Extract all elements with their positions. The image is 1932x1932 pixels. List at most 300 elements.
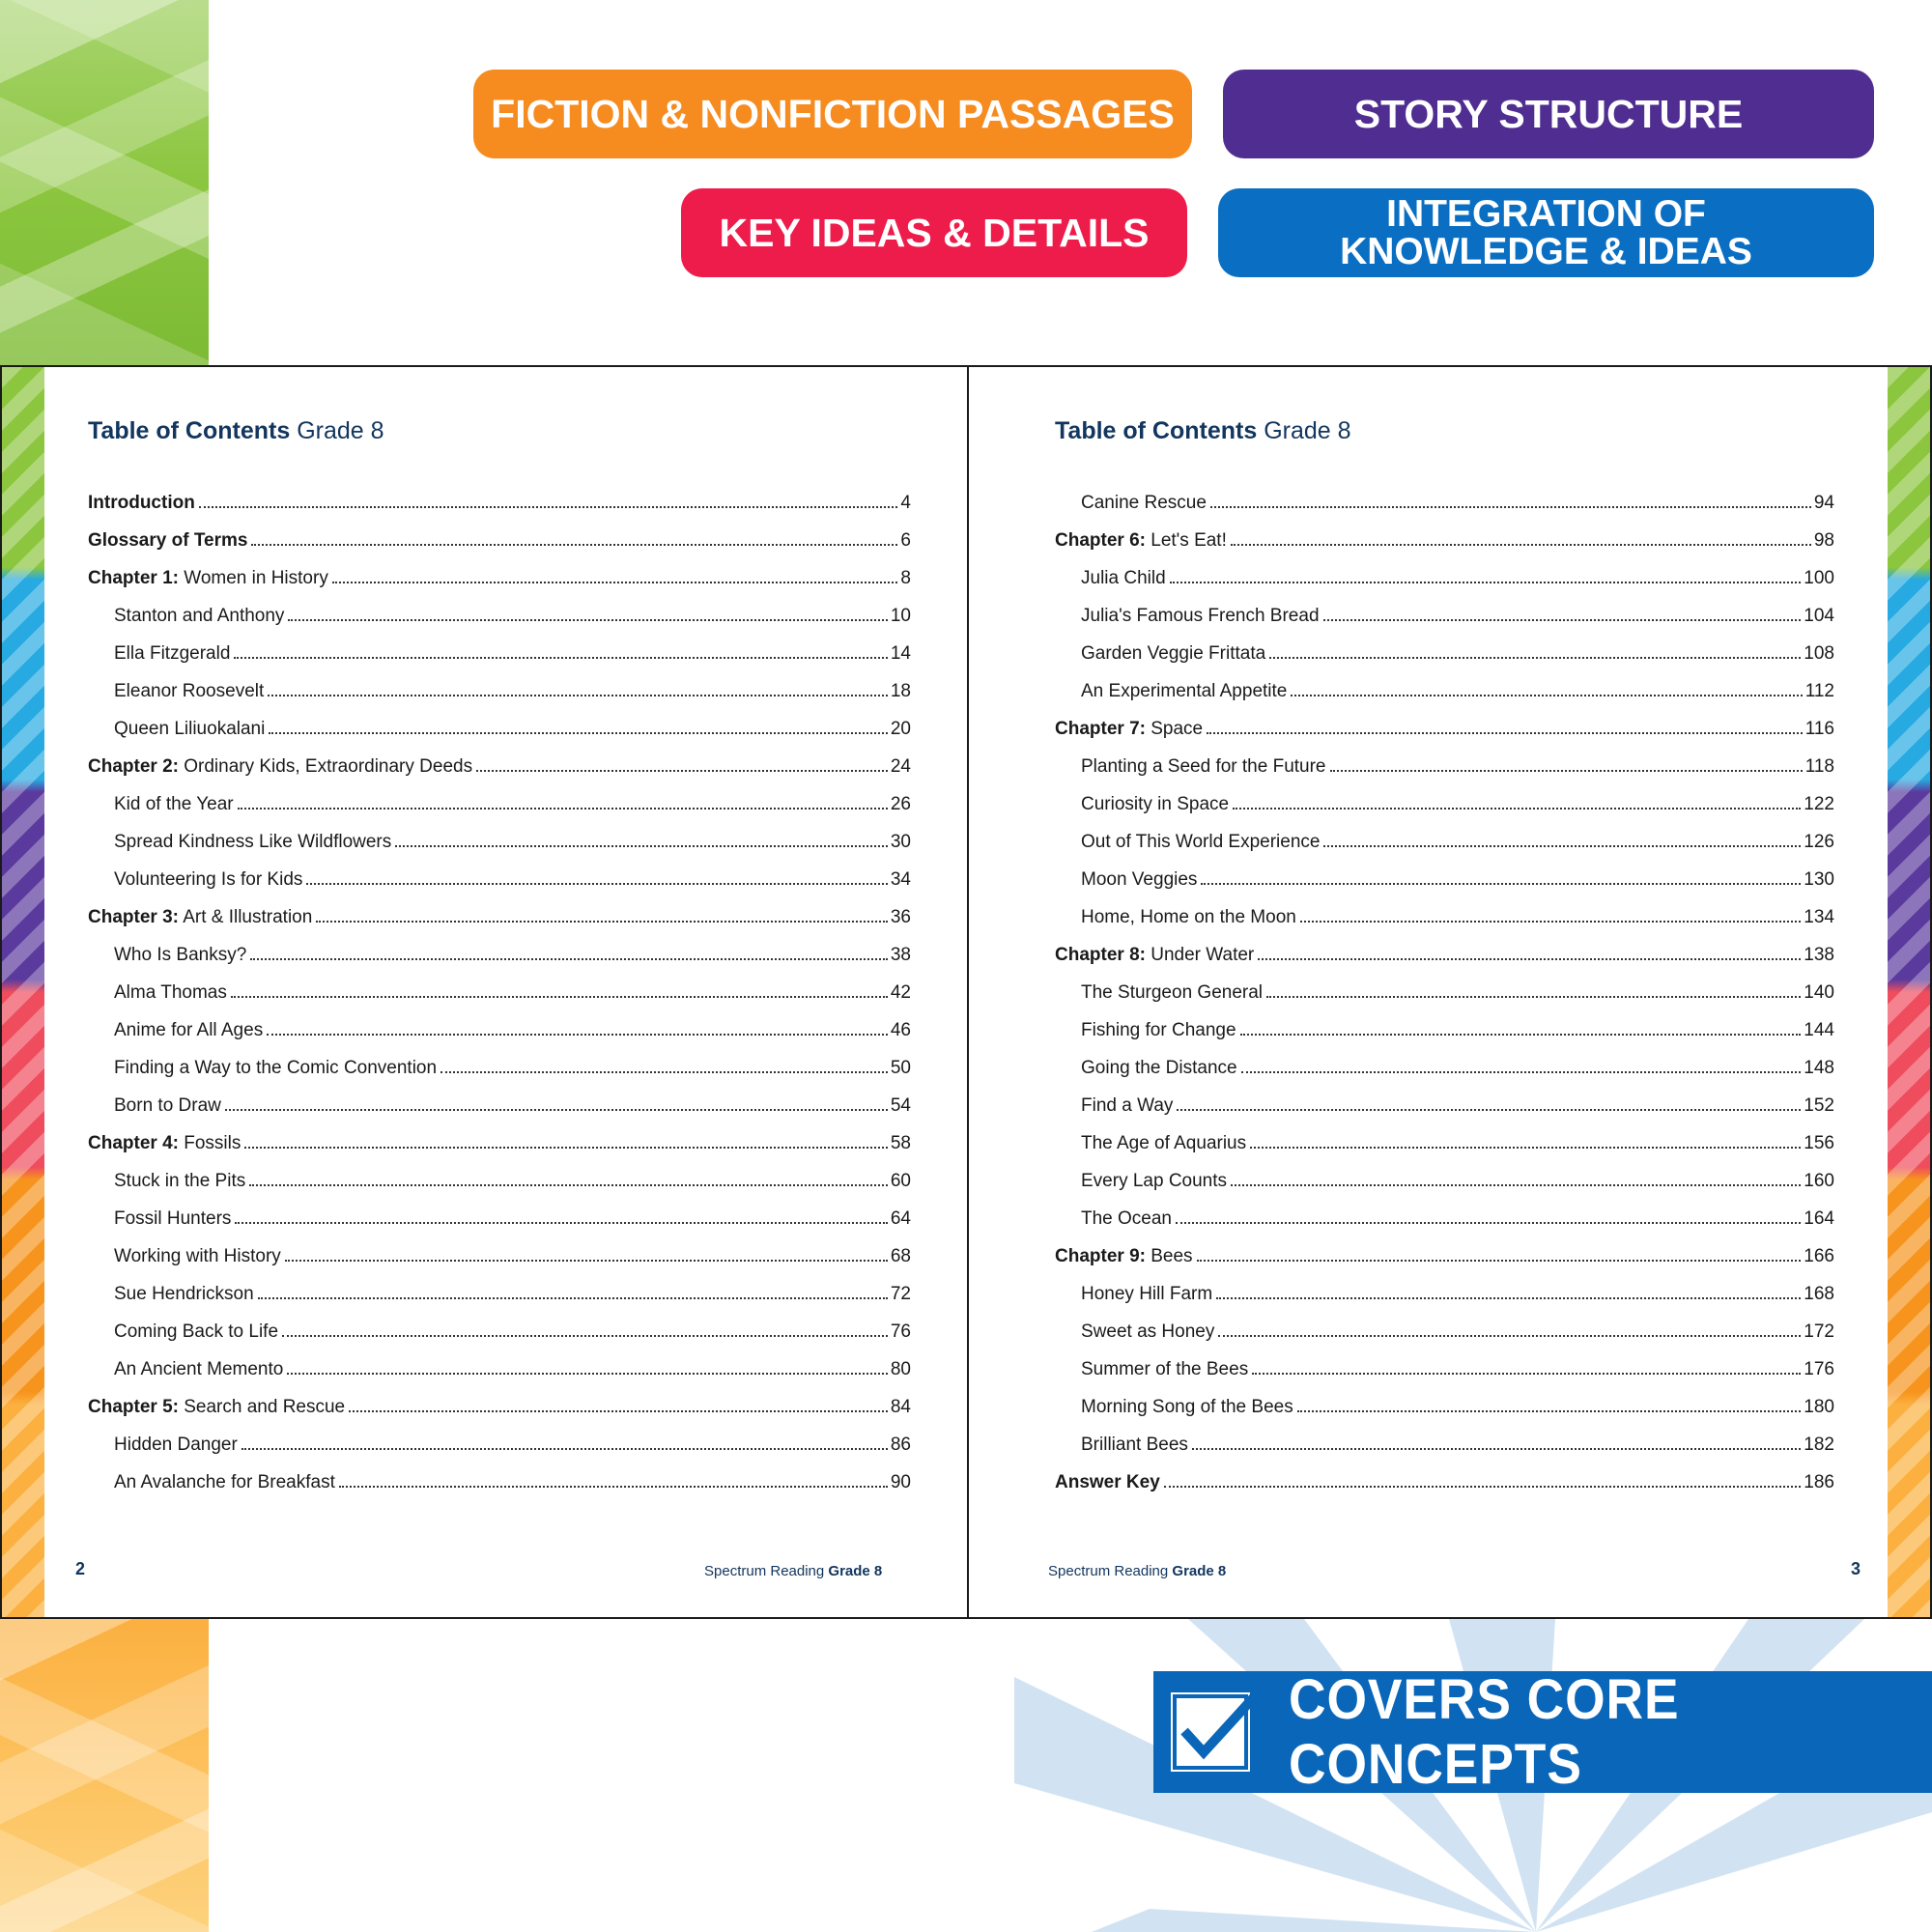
toc-page-number: 4	[900, 493, 911, 513]
toc-entry	[1055, 1397, 1834, 1435]
dot-leader	[349, 1409, 888, 1412]
toc-entry-label	[114, 1020, 263, 1041]
toc-page-number: 42	[890, 982, 911, 1003]
toc-page-number: 104	[1804, 606, 1834, 626]
dot-leader	[1231, 1183, 1801, 1186]
toc-entry-label	[114, 681, 264, 702]
toc-entry-label	[114, 1208, 231, 1230]
toc-entry-label	[114, 832, 391, 853]
toc-entry-label	[1081, 1208, 1172, 1230]
toc-page-number: 38	[890, 945, 911, 965]
toc-entry-title: Volunteering Is for Kids	[114, 869, 303, 890]
toc-page-number: 26	[890, 794, 911, 814]
toc-entry-title: Queen Liliuokalani	[114, 719, 266, 739]
toc-entry-bold: Chapter 9:	[1055, 1246, 1146, 1266]
toc-entry	[1055, 568, 1834, 606]
toc-page-number: 94	[1813, 493, 1834, 513]
page-footer	[1048, 1563, 1226, 1579]
toc-entry-bold: Chapter 1:	[88, 568, 179, 588]
dot-leader	[1176, 1221, 1801, 1224]
toc-chapter-entry	[88, 530, 911, 568]
toc-entry-label	[1055, 719, 1203, 740]
dot-leader	[231, 995, 888, 998]
dot-leader	[267, 1033, 888, 1036]
toc-entry-title: Fossil Hunters	[114, 1208, 232, 1229]
dot-leader	[1192, 1447, 1801, 1450]
left-page	[44, 367, 967, 1617]
toc-entry	[1055, 794, 1834, 832]
toc-entry-label	[114, 606, 284, 627]
toc-entry-label	[1081, 869, 1197, 891]
toc-entry-bold: Chapter 4:	[88, 1133, 179, 1153]
toc-entry-label	[114, 1058, 437, 1079]
toc-page-number: 126	[1804, 832, 1834, 852]
dot-leader	[258, 1296, 888, 1299]
toc-entry	[88, 832, 911, 869]
dot-leader	[1330, 769, 1803, 772]
toc-entry-label	[1081, 832, 1320, 853]
toc-entry-label	[1081, 907, 1296, 928]
toc-page-number: 98	[1813, 530, 1834, 551]
toc-entry-title: An Experimental Appetite	[1081, 681, 1288, 701]
toc-entry-title: Julia Child	[1081, 568, 1166, 588]
toc-entry-bold: Chapter 2:	[88, 756, 179, 777]
toc-entry-title: Women in History	[178, 568, 328, 588]
toc-entry-label	[88, 1397, 345, 1418]
toc-entry-label	[114, 1472, 335, 1493]
toc-entry	[88, 1284, 911, 1321]
dot-leader	[1258, 957, 1801, 960]
toc-entry-title: Bees	[1145, 1246, 1193, 1266]
decorative-green-strip	[0, 0, 209, 365]
toc-page-number: 8	[900, 568, 911, 588]
toc-entry-label	[88, 1133, 241, 1154]
dot-leader	[1323, 618, 1802, 621]
toc-entry-label	[1081, 643, 1265, 665]
toc-page-number: 134	[1804, 907, 1834, 927]
toc-entry	[1055, 982, 1834, 1020]
toc-page-number: 72	[890, 1284, 911, 1304]
toc-chapter-entry	[88, 756, 911, 794]
toc-entry-title: Stanton and Anthony	[114, 606, 285, 626]
toc-entry	[1055, 1095, 1834, 1133]
pill-integration-line2: KNOWLEDGE & IDEAS	[1340, 231, 1752, 272]
toc-page-number: 30	[890, 832, 911, 852]
dot-leader	[250, 957, 888, 960]
toc-entry-title: The Ocean	[1081, 1208, 1172, 1229]
toc-chapter-entry	[88, 493, 911, 530]
decorative-orange-strip	[0, 1619, 209, 1932]
toc-page-number: 140	[1804, 982, 1834, 1003]
toc-entry-bold: Chapter 5:	[88, 1397, 179, 1417]
toc-page-number: 138	[1804, 945, 1834, 965]
toc-entry-title: Eleanor Roosevelt	[114, 681, 265, 701]
toc-entry	[1055, 493, 1834, 530]
toc-entry-label	[114, 1095, 221, 1117]
toc-entry-title: Born to Draw	[114, 1095, 221, 1116]
toc-entry-title: Moon Veggies	[1081, 869, 1198, 890]
rainbow-edge-right	[1888, 367, 1930, 1617]
toc-entry-title: An Avalanche for Breakfast	[114, 1472, 335, 1492]
dot-leader	[332, 581, 898, 583]
toc-entry-label	[1081, 1435, 1188, 1456]
toc-entry-label	[1081, 756, 1326, 778]
toc-entry-label	[114, 1359, 283, 1380]
toc-entry	[1055, 1171, 1834, 1208]
toc-entry	[1055, 756, 1834, 794]
toc-page-number: 166	[1804, 1246, 1834, 1266]
toc-page-number: 84	[890, 1397, 911, 1417]
toc-entry-bold: Chapter 8:	[1055, 945, 1146, 965]
toc-heading-bold: Table of Contents	[1055, 417, 1258, 444]
toc-entry-title: An Ancient Memento	[114, 1359, 284, 1379]
dot-leader	[395, 844, 888, 847]
dot-leader	[1231, 543, 1811, 546]
toc-page-number: 148	[1804, 1058, 1834, 1078]
footer-series: Spectrum Reading	[1048, 1563, 1173, 1579]
dot-leader	[476, 769, 888, 772]
toc-page-number: 118	[1804, 756, 1834, 777]
toc-entry	[88, 606, 911, 643]
toc-entry	[1055, 832, 1834, 869]
toc-list-left	[88, 493, 911, 1510]
toc-entry	[1055, 869, 1834, 907]
right-page	[969, 367, 1890, 1617]
toc-entry-title: Ella Fitzgerald	[114, 643, 231, 664]
toc-chapter-entry	[1055, 1472, 1834, 1510]
toc-entry	[88, 643, 911, 681]
toc-entry	[1055, 1284, 1834, 1321]
toc-page-number: 116	[1804, 719, 1834, 739]
open-book-spread	[0, 365, 1932, 1619]
toc-entry-title: Brilliant Bees	[1081, 1435, 1188, 1455]
toc-entry	[88, 945, 911, 982]
toc-entry	[88, 982, 911, 1020]
toc-entry	[88, 1321, 911, 1359]
dot-leader	[1216, 1296, 1801, 1299]
toc-heading-grade: Grade 8	[1264, 417, 1351, 444]
toc-entry-title: Ordinary Kids, Extraordinary Deeds	[178, 756, 473, 777]
toc-entry-title: Kid of the Year	[114, 794, 234, 814]
toc-entry	[88, 794, 911, 832]
dot-leader	[1207, 731, 1803, 734]
toc-page-number: 76	[890, 1321, 911, 1342]
toc-heading-grade: Grade 8	[297, 417, 384, 444]
toc-entry-label	[114, 1284, 254, 1305]
toc-entry	[1055, 606, 1834, 643]
toc-entry-title: The Age of Aquarius	[1081, 1133, 1247, 1153]
toc-entry-label	[114, 982, 227, 1004]
toc-page-number: 86	[890, 1435, 911, 1455]
dot-leader	[306, 882, 887, 885]
toc-entry-label	[88, 568, 328, 589]
toc-entry-label	[88, 530, 247, 552]
toc-entry-title: Space	[1145, 719, 1204, 739]
dot-leader	[269, 731, 888, 734]
dot-leader	[1252, 1372, 1801, 1375]
toc-entry-title: Going the Distance	[1081, 1058, 1237, 1078]
dot-leader	[238, 807, 888, 810]
toc-page-number: 90	[890, 1472, 911, 1492]
banner-text: COVERS CORE CONCEPTS	[1289, 1668, 1680, 1796]
page-number: 2	[75, 1559, 86, 1578]
toc-entry	[88, 1359, 911, 1397]
toc-entry-title: Fishing for Change	[1081, 1020, 1236, 1040]
toc-entry-title: Curiosity in Space	[1081, 794, 1230, 814]
toc-entry-title: Spread Kindness Like Wildflowers	[114, 832, 392, 852]
toc-page-number: 164	[1804, 1208, 1834, 1229]
toc-entry-title: Julia's Famous French Bread	[1081, 606, 1320, 626]
toc-entry-title: Find a Way	[1081, 1095, 1174, 1116]
toc-entry-label	[114, 1171, 245, 1192]
toc-entry	[88, 1435, 911, 1472]
toc-page-number: 6	[900, 530, 911, 551]
toc-page-number: 10	[890, 606, 911, 626]
toc-list-right	[1055, 493, 1834, 1510]
toc-page-number: 122	[1804, 794, 1834, 814]
toc-entry-label	[88, 493, 195, 514]
toc-chapter-entry	[1055, 719, 1834, 756]
toc-entry	[1055, 1359, 1834, 1397]
toc-entry	[88, 1020, 911, 1058]
dot-leader	[1241, 1070, 1802, 1073]
toc-entry	[1055, 643, 1834, 681]
toc-entry-title: Who Is Banksy?	[114, 945, 247, 965]
dot-leader	[1300, 920, 1801, 923]
toc-page-number: 34	[890, 869, 911, 890]
toc-page-number: 152	[1804, 1095, 1834, 1116]
toc-chapter-entry	[88, 1397, 911, 1435]
toc-entry-title: Garden Veggie Frittata	[1081, 643, 1266, 664]
dot-leader	[339, 1485, 888, 1488]
toc-chapter-entry	[1055, 1246, 1834, 1284]
toc-entry-title: The Sturgeon General	[1081, 982, 1264, 1003]
toc-entry-label	[1081, 1284, 1212, 1305]
dot-leader	[285, 1259, 888, 1262]
toc-entry-title: Search and Rescue	[178, 1397, 346, 1417]
pill-key-ideas: KEY IDEAS & DETAILS	[681, 188, 1187, 277]
covers-core-concepts-banner	[1153, 1668, 1932, 1796]
toc-entry-label	[88, 907, 312, 928]
toc-entry-label	[1055, 1472, 1160, 1493]
toc-page-number: 168	[1804, 1284, 1834, 1304]
toc-chapter-entry	[88, 1133, 911, 1171]
toc-entry	[88, 719, 911, 756]
toc-entry-title: Honey Hill Farm	[1081, 1284, 1213, 1304]
dot-leader	[1269, 656, 1801, 659]
toc-entry-bold: Introduction	[88, 493, 195, 513]
toc-entry-title: Sweet as Honey	[1081, 1321, 1215, 1342]
toc-entry-label	[1055, 1246, 1193, 1267]
toc-entry-label	[1081, 1058, 1237, 1079]
toc-chapter-entry	[1055, 530, 1834, 568]
dot-leader	[1233, 807, 1801, 810]
toc-chapter-entry	[88, 907, 911, 945]
toc-entry	[88, 681, 911, 719]
toc-entry-title: Stuck in the Pits	[114, 1171, 246, 1191]
toc-entry-bold: Chapter 6:	[1055, 530, 1146, 551]
page-number: 3	[1851, 1559, 1861, 1578]
toc-entry	[1055, 1321, 1834, 1359]
toc-entry	[88, 1095, 911, 1133]
toc-entry-label	[114, 1246, 281, 1267]
toc-entry-title: Sue Hendrickson	[114, 1284, 254, 1304]
dot-leader	[1291, 694, 1802, 696]
toc-chapter-entry	[1055, 945, 1834, 982]
toc-entry	[1055, 1020, 1834, 1058]
toc-page-number: 182	[1804, 1435, 1834, 1455]
checkmark-icon	[1171, 1692, 1250, 1772]
dot-leader	[234, 656, 887, 659]
dot-leader	[1240, 1033, 1802, 1036]
toc-entry-label	[1081, 1133, 1246, 1154]
toc-entry-label	[114, 869, 302, 891]
toc-entry-title: Anime for All Ages	[114, 1020, 264, 1040]
footer-grade: Grade 8	[828, 1563, 883, 1579]
toc-page-number: 24	[890, 756, 911, 777]
toc-entry	[88, 1171, 911, 1208]
toc-page-number: 156	[1804, 1133, 1834, 1153]
dot-leader	[1197, 1259, 1802, 1262]
footer-series: Spectrum Reading	[704, 1563, 829, 1579]
toc-page-number: 50	[890, 1058, 911, 1078]
toc-entry-label	[114, 1321, 278, 1343]
toc-entry	[1055, 907, 1834, 945]
toc-page-number: 160	[1804, 1171, 1834, 1191]
toc-entry-title: Under Water	[1145, 945, 1255, 965]
toc-page-number: 186	[1804, 1472, 1834, 1492]
toc-entry	[88, 869, 911, 907]
toc-entry-label	[1081, 1020, 1236, 1041]
dot-leader	[1323, 844, 1801, 847]
toc-entry-title: Planting a Seed for the Future	[1081, 756, 1326, 777]
toc-entry-label	[88, 756, 472, 778]
dot-leader	[288, 618, 887, 621]
footer-grade: Grade 8	[1172, 1563, 1227, 1579]
toc-page-number: 80	[890, 1359, 911, 1379]
toc-entry-title: Summer of the Bees	[1081, 1359, 1249, 1379]
toc-entry-title: Fossils	[178, 1133, 242, 1153]
toc-entry	[1055, 1208, 1834, 1246]
dot-leader	[1250, 1146, 1801, 1149]
toc-page-number: 18	[890, 681, 911, 701]
toc-entry-title: Finding a Way to the Comic Convention	[114, 1058, 438, 1078]
dot-leader	[1297, 1409, 1802, 1412]
toc-entry-label	[1081, 1095, 1173, 1117]
toc-entry-label	[1081, 1321, 1214, 1343]
dot-leader	[249, 1183, 888, 1186]
dot-leader	[1210, 505, 1811, 508]
dot-leader	[244, 1146, 887, 1149]
toc-entry-label	[1081, 982, 1263, 1004]
toc-heading-left	[88, 417, 384, 445]
toc-entry-title: Alma Thomas	[114, 982, 227, 1003]
toc-entry-title: Home, Home on the Moon	[1081, 907, 1296, 927]
pill-integration-line1: INTEGRATION OF	[1386, 193, 1706, 235]
dot-leader	[287, 1372, 888, 1375]
toc-entry-label	[1081, 493, 1207, 514]
toc-entry-title: Every Lap Counts	[1081, 1171, 1228, 1191]
dot-leader	[1218, 1334, 1801, 1337]
toc-entry-title: Hidden Danger	[114, 1435, 238, 1455]
toc-page-number: 20	[890, 719, 911, 739]
dot-leader	[282, 1334, 888, 1337]
toc-page-number: 180	[1804, 1397, 1834, 1417]
toc-entry-label	[1081, 794, 1229, 815]
toc-entry-title: Coming Back to Life	[114, 1321, 279, 1342]
toc-page-number: 58	[890, 1133, 911, 1153]
rainbow-edge-left	[2, 367, 44, 1617]
toc-entry-label	[1055, 945, 1254, 966]
toc-chapter-entry	[88, 568, 911, 606]
dot-leader	[242, 1447, 888, 1450]
dot-leader	[1170, 581, 1802, 583]
toc-entry-title: Canine Rescue	[1081, 493, 1207, 513]
toc-page-number: 130	[1804, 869, 1834, 890]
toc-page-number: 144	[1804, 1020, 1834, 1040]
toc-entry	[88, 1246, 911, 1284]
toc-entry-label	[1081, 606, 1320, 627]
pill-integration	[1218, 188, 1874, 277]
dot-leader	[1266, 995, 1801, 998]
toc-page-number: 172	[1804, 1321, 1834, 1342]
dot-leader	[268, 694, 888, 696]
toc-entry-bold: Chapter 7:	[1055, 719, 1146, 739]
toc-entry-title: Out of This World Experience	[1081, 832, 1321, 852]
toc-entry	[1055, 1133, 1834, 1171]
toc-entry-label	[114, 794, 234, 815]
toc-entry-label	[1081, 1359, 1248, 1380]
toc-entry-bold: Answer Key	[1055, 1472, 1160, 1492]
toc-page-number: 46	[890, 1020, 911, 1040]
toc-entry	[1055, 681, 1834, 719]
toc-page-number: 100	[1804, 568, 1834, 588]
pill-story-structure: STORY STRUCTURE	[1223, 70, 1874, 158]
toc-entry-title: Working with History	[114, 1246, 281, 1266]
dot-leader	[199, 505, 898, 508]
toc-entry	[88, 1472, 911, 1510]
dot-leader	[1201, 882, 1801, 885]
toc-heading-bold: Table of Contents	[88, 417, 291, 444]
toc-entry-title: Let's Eat!	[1145, 530, 1227, 551]
toc-page-number: 108	[1804, 643, 1834, 664]
toc-entry	[88, 1058, 911, 1095]
toc-page-number: 60	[890, 1171, 911, 1191]
dot-leader	[1177, 1108, 1801, 1111]
dot-leader	[235, 1221, 887, 1224]
toc-entry-title: Morning Song of the Bees	[1081, 1397, 1293, 1417]
dot-leader	[251, 543, 897, 546]
toc-entry	[88, 1208, 911, 1246]
dot-leader	[225, 1108, 888, 1111]
toc-entry-label	[1055, 530, 1227, 552]
dot-leader	[316, 920, 888, 923]
toc-entry-label	[1081, 1397, 1293, 1418]
toc-page-number: 176	[1804, 1359, 1834, 1379]
toc-entry	[1055, 1435, 1834, 1472]
toc-entry-label	[1081, 568, 1166, 589]
toc-heading-right	[1055, 417, 1351, 445]
toc-page-number: 36	[890, 907, 911, 927]
toc-entry-bold: Glossary of Terms	[88, 530, 248, 551]
dot-leader	[440, 1070, 888, 1073]
toc-entry	[1055, 1058, 1834, 1095]
pill-fiction-nonfiction: FICTION & NONFICTION PASSAGES	[473, 70, 1192, 158]
toc-entry-label	[1081, 1171, 1227, 1192]
toc-entry-label	[114, 945, 246, 966]
toc-page-number: 68	[890, 1246, 911, 1266]
page-footer	[704, 1563, 882, 1579]
